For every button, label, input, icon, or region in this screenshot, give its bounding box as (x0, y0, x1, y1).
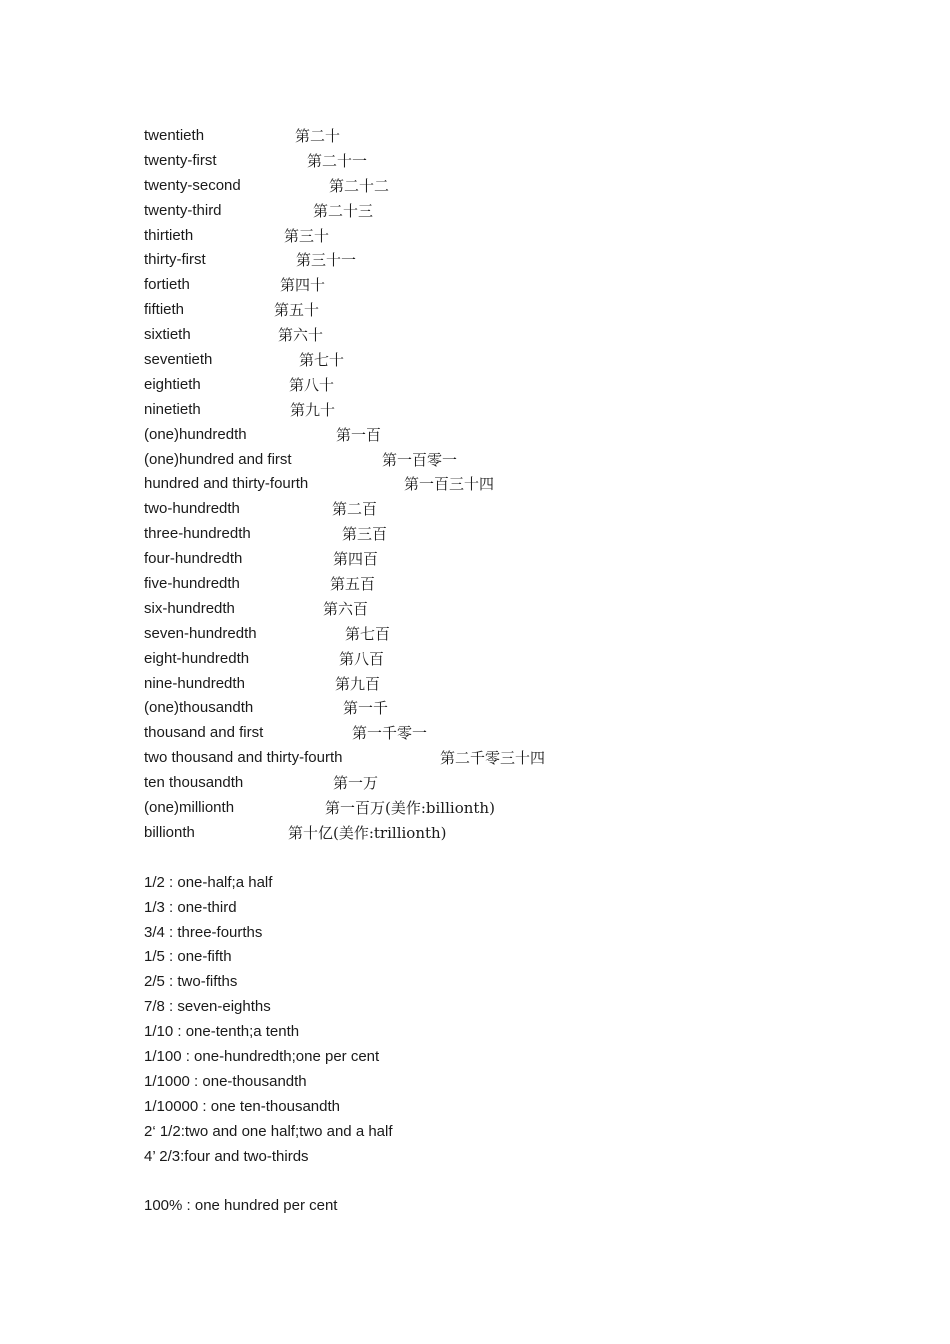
ordinal-row (144, 572, 844, 597)
ordinal-chinese: 第八百 (339, 649, 385, 668)
ordinal-chinese: 第八十 (289, 375, 335, 394)
ordinal-row (144, 472, 844, 497)
ordinal-english: (one)millionth (144, 799, 235, 817)
ordinal-row (144, 423, 844, 448)
ordinal-chinese: 第一万 (333, 774, 379, 793)
ordinal-row (144, 672, 844, 697)
ordinal-row (144, 224, 844, 249)
fraction-row: 1/10000 : one ten-thousandth (144, 1097, 340, 1115)
ordinal-english: twenty-third (144, 201, 222, 219)
ordinal-english: fiftieth (144, 301, 185, 319)
ordinal-english: five-hundredth (144, 575, 240, 593)
ordinal-english: nine-hundredth (144, 674, 245, 692)
ordinal-chinese: 第七十 (299, 351, 345, 370)
ordinal-row (144, 448, 844, 473)
ordinal-english: two thousand and thirty-fourth (144, 749, 343, 767)
fraction-row: 7/8 : seven-eighths (144, 998, 271, 1016)
ordinal-row (144, 199, 844, 224)
ordinal-row (144, 547, 844, 572)
ordinal-chinese: 第二十二 (329, 176, 390, 195)
ordinal-english: two-hundredth (144, 500, 240, 518)
ordinal-chinese: 第五百 (330, 575, 376, 594)
ordinal-chinese: 第一百零一 (382, 450, 458, 469)
fraction-row: 1/1000 : one-thousandth (144, 1072, 307, 1090)
ordinal-chinese: 第十亿(美作:trillionth) (288, 823, 447, 842)
ordinal-row (144, 248, 844, 273)
ordinal-chinese: 第七百 (345, 624, 391, 643)
section-spacer (144, 1169, 844, 1194)
ordinal-row (144, 746, 844, 771)
fraction-list (144, 871, 844, 1170)
ordinal-chinese: 第六十 (278, 326, 324, 345)
ordinal-english: seven-hundredth (144, 624, 257, 642)
ordinal-row (144, 821, 844, 846)
ordinal-row (144, 373, 844, 398)
ordinal-chinese: 第一百三十四 (404, 475, 495, 494)
ordinal-english: (one)hundred and first (144, 450, 292, 468)
ordinal-english: thirtieth (144, 226, 194, 244)
ordinal-english: billionth (144, 823, 195, 841)
ordinal-row (144, 721, 844, 746)
ordinal-chinese: 第一百 (336, 425, 382, 444)
ordinal-chinese: 第四百 (333, 550, 379, 569)
fraction-row: 1/3 : one-third (144, 898, 237, 916)
ordinal-english: eight-hundredth (144, 649, 250, 667)
ordinal-chinese: 第五十 (274, 301, 320, 320)
document-content (144, 124, 844, 1219)
fraction-row: 2/5 : two-fifths (144, 973, 238, 991)
ordinal-chinese: 第四十 (280, 276, 326, 295)
ordinal-row (144, 174, 844, 199)
ordinal-chinese: 第六百 (323, 599, 369, 618)
ordinal-english: three-hundredth (144, 525, 251, 543)
ordinal-row (144, 497, 844, 522)
ordinal-english: ten thousandth (144, 774, 244, 792)
ordinal-chinese: 第一千零一 (352, 724, 428, 743)
ordinal-english: thousand and first (144, 724, 264, 742)
ordinal-english: sixtieth (144, 326, 191, 344)
ordinal-english: fortieth (144, 276, 190, 294)
ordinal-row (144, 622, 844, 647)
ordinal-english: ninetieth (144, 400, 201, 418)
ordinal-row (144, 323, 844, 348)
ordinal-row (144, 597, 844, 622)
ordinal-row (144, 348, 844, 373)
ordinal-row (144, 149, 844, 174)
ordinal-english: twenty-second (144, 176, 241, 194)
ordinal-chinese: 第二十三 (313, 201, 374, 220)
ordinal-english: four-hundredth (144, 550, 243, 568)
percent-line: 100% : one hundred per cent (144, 1197, 338, 1215)
ordinal-row (144, 696, 844, 721)
ordinal-english: eightieth (144, 375, 201, 393)
ordinal-chinese: 第三十一 (296, 251, 357, 270)
ordinal-english: (one)thousandth (144, 699, 254, 717)
fraction-row: 1/10 : one-tenth;a tenth (144, 1023, 300, 1041)
ordinal-english: (one)hundredth (144, 425, 247, 443)
ordinal-english: hundred and thirty-fourth (144, 475, 309, 493)
ordinal-chinese: 第九百 (335, 674, 381, 693)
ordinal-chinese: 第一百万(美作:billionth) (325, 799, 495, 818)
fraction-row: 1/100 : one-hundredth;one per cent (144, 1047, 380, 1065)
ordinal-row (144, 796, 844, 821)
ordinal-english: seventieth (144, 351, 213, 369)
ordinal-english: six-hundredth (144, 599, 235, 617)
ordinal-row (144, 647, 844, 672)
fraction-row: 3/4 : three-fourths (144, 923, 263, 941)
ordinal-chinese: 第二百 (332, 500, 378, 519)
ordinal-english: twentieth (144, 127, 205, 144)
ordinal-row (144, 124, 844, 149)
ordinal-list (144, 124, 844, 846)
ordinal-row (144, 273, 844, 298)
fraction-row: 2‘ 1/2:two and one half;two and a half (144, 1122, 393, 1140)
fraction-row: 1/2 : one-half;a half (144, 873, 273, 891)
ordinal-chinese: 第二千零三十四 (440, 749, 546, 768)
ordinal-chinese: 第一千 (343, 699, 389, 718)
ordinal-row (144, 771, 844, 796)
ordinal-row (144, 522, 844, 547)
ordinal-row (144, 398, 844, 423)
section-spacer (144, 846, 844, 871)
ordinal-english: thirty-first (144, 251, 206, 269)
ordinal-chinese: 第九十 (290, 400, 336, 419)
ordinal-chinese: 第二十一 (307, 151, 368, 170)
fraction-row: 1/5 : one-fifth (144, 948, 232, 966)
ordinal-chinese: 第二十 (295, 127, 341, 145)
ordinal-chinese: 第三十 (284, 226, 330, 245)
ordinal-english: twenty-first (144, 151, 217, 169)
fraction-row: 4’ 2/3:four and two-thirds (144, 1147, 309, 1165)
ordinal-row (144, 298, 844, 323)
ordinal-chinese: 第三百 (342, 525, 388, 544)
